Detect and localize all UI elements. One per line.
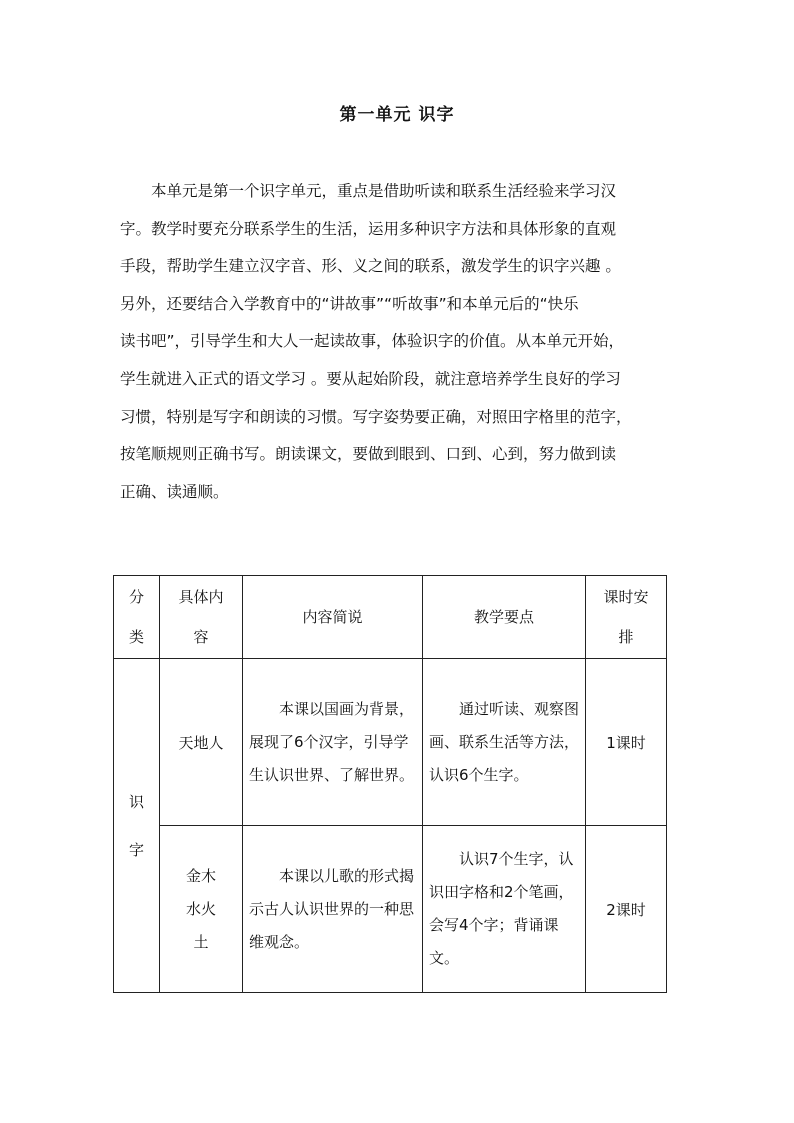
hours-cell: 1课时 xyxy=(586,659,667,826)
intro-line: 手段，帮助学生建立汉字音、形、义之间的联系，激发学生的识字兴趣 。 xyxy=(120,257,621,276)
header-summary: 内容简说 xyxy=(243,576,423,659)
unit-plan-table xyxy=(113,575,667,993)
header-category: 分 类 xyxy=(114,576,160,659)
table-row xyxy=(114,659,667,826)
intro-paragraph xyxy=(120,173,672,511)
page-title: 第一单元 识字 xyxy=(339,105,455,125)
intro-line: 字。教学时要充分联系学生的生活，运用多种识字方法和具体形象的直观 xyxy=(120,219,617,238)
intro-line: 习惯，特别是写字和朗读的习惯。写字姿势要正确，对照田字格里的范字， xyxy=(120,407,632,426)
content-cell: 天地人 xyxy=(160,659,243,826)
intro-line: 按笔顺规则正确书写。朗读课文，要做到眼到、口到、心到，努力做到读 xyxy=(120,445,617,464)
points-cell: 认识7个生字，认识田字格和2个笔画，会写4个字；背诵课文。 xyxy=(423,826,586,993)
content-cell: 金木水火土 xyxy=(160,826,243,993)
table-header-row xyxy=(114,576,667,659)
hours-cell: 2课时 xyxy=(586,826,667,993)
category-cell: 识 字 xyxy=(114,659,160,993)
intro-line: 正确、读通顺。 xyxy=(120,482,229,501)
header-points: 教学要点 xyxy=(423,576,586,659)
table-row xyxy=(114,826,667,993)
intro-line: 学生就进入正式的语文学习 。要从起始阶段，就注意培养学生良好的学习 xyxy=(120,369,621,388)
intro-line: 本单元是第一个识字单元，重点是借助听读和联系生活经验来学习汉 xyxy=(151,182,617,200)
points-cell: 通过听读、观察图画、联系生活等方法，认识6个生字。 xyxy=(423,659,586,826)
header-content: 具体内 容 xyxy=(160,576,243,659)
intro-line: 读书吧”，引导学生和大人一起读故事，体验识字的价值。从本单元开始， xyxy=(120,332,625,351)
header-hours: 课时安 排 xyxy=(586,576,667,659)
intro-line: 另外，还要结合入学教育中的“讲故事”“听故事”和本单元后的“快乐 xyxy=(120,294,579,313)
summary-cell: 本课以国画为背景，展现了6个汉字，引导学生认识世界、了解世界。 xyxy=(243,659,423,826)
summary-cell: 本课以儿歌的形式揭示古人认识世界的一种思维观念。 xyxy=(243,826,423,993)
